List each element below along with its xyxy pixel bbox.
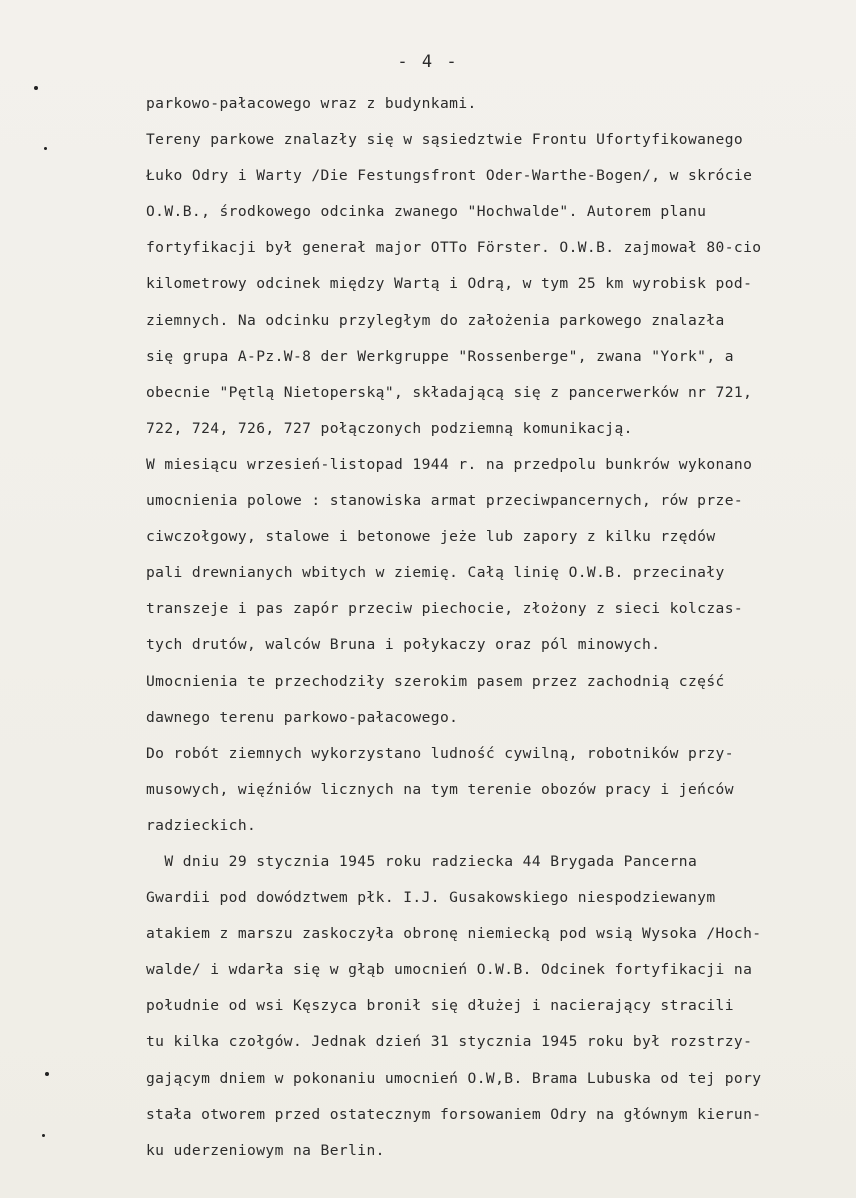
text-line: stała otworem przed ostatecznym forsowaniem Odry na głównym kierun-	[146, 1105, 762, 1123]
text-line: W miesiącu wrzesień-listopad 1944 r. na przedpolu bunkrów wykonano	[146, 455, 753, 473]
text-line: się grupa A-Pz.W-8 der Werkgruppe "Rossenberge", zwana "York", a	[146, 347, 734, 365]
text-line: tych drutów, walców Bruna i połykaczy oraz pól minowych.	[146, 636, 661, 654]
typewritten-body	[146, 86, 856, 1169]
text-line: pali drewnianych wbitych w ziemię. Całą linię O.W.B. przecinały	[146, 564, 725, 582]
text-line: Gwardii pod dowództwem płk. I.J. Gusakowskiego niespodziewanym	[146, 889, 716, 907]
text-line: południe od wsi Kęszyca bronił się dłużej i nacierający stracili	[146, 997, 734, 1015]
text-line: dawnego terenu parkowo-pałacowego.	[146, 708, 459, 726]
text-line: O.W.B., środkowego odcinka zwanego "Hochwalde". Autorem planu	[146, 203, 707, 221]
text-line: ciwczołgowy, stalowe i betonowe jeże lub zapory z kilku rzędów	[146, 528, 716, 546]
text-line: W dniu 29 stycznia 1945 roku radziecka 44 Brygada Pancerna	[146, 852, 698, 870]
text-line: fortyfikacji był generał major OTTo Förster. O.W.B. zajmował 80-cio	[146, 239, 762, 257]
text-line: Do robót ziemnych wykorzystano ludność cywilną, robotników przy-	[146, 744, 734, 762]
text-line: parkowo-pałacowego wraz z budynkami.	[146, 95, 477, 112]
text-line: tu kilka czołgów. Jednak dzień 31 stycznia 1945 roku był rozstrzy-	[146, 1033, 753, 1051]
text-line: Łuko Odry i Warty /Die Festungsfront Oder-Warthe-Bogen/, w skrócie	[146, 167, 753, 185]
punch-mark	[45, 1072, 49, 1076]
punch-mark	[42, 1134, 45, 1137]
text-line: musowych, więźniów licznych na tym terenie obozów pracy i jeńców	[146, 780, 734, 798]
text-line: gającym dniem w pokonaniu umocnień O.W,B. Brama Lubuska od tej pory	[146, 1069, 762, 1087]
text-line: transzeje i pas zapór przeciw piechocie, złożony z sieci kolczas-	[146, 600, 744, 618]
punch-mark	[34, 86, 38, 90]
text-line: Umocnienia te przechodziły szerokim pasem przez zachodnią część	[146, 672, 725, 690]
text-line: kilometrowy odcinek między Wartą i Odrą, w tym 25 km wyrobisk pod-	[146, 275, 753, 293]
text-line: ziemnych. Na odcinku przyległym do założenia parkowego znalazła	[146, 311, 725, 329]
text-line: ku uderzeniowym na Berlin.	[146, 1141, 385, 1159]
text-line: umocnienia polowe : stanowiska armat przeciwpancernych, rów prze-	[146, 492, 744, 510]
text-line: radzieckich.	[146, 816, 257, 834]
text-line: atakiem z marszu zaskoczyła obronę niemiecką pod wsią Wysoka /Hoch-	[146, 925, 762, 943]
text-line: Tereny parkowe znalazły się w sąsiedztwie Frontu Ufortyfikowanego	[146, 131, 744, 149]
punch-mark	[44, 147, 47, 150]
text-line: 722, 724, 726, 727 połączonych podziemną komunikacją.	[146, 419, 633, 437]
text-line: obecnie "Pętlą Nietoperską", składającą się z pancerwerków nr 721,	[146, 383, 753, 401]
page-number: - 4 -	[397, 52, 459, 72]
text-line: walde/ i wdarła się w głąb umocnień O.W.B. Odcinek fortyfikacji na	[146, 961, 753, 979]
